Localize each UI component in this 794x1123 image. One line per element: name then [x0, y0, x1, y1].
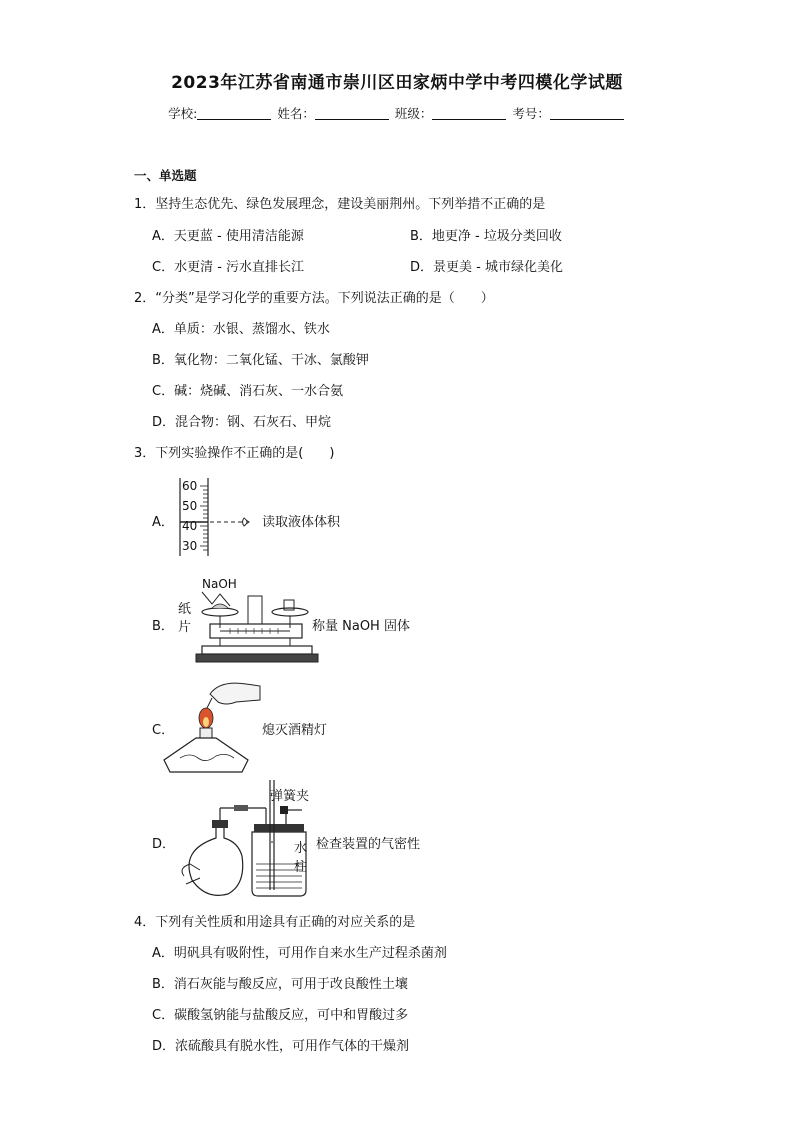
water-column-label-2: 柱	[294, 860, 308, 875]
school-blank[interactable]	[197, 107, 271, 120]
field-id-label: 考号：	[512, 106, 550, 121]
paper-label-1: 纸	[178, 602, 192, 617]
question-2-stem: 2．“分类”是学习化学的重要方法。下列说法正确的是（ ）	[134, 291, 494, 306]
q3-option-d-letter[interactable]: D．	[152, 837, 176, 852]
question-3-stem: 3．下列实验操作不正确的是( )	[134, 446, 335, 461]
field-school-label: 学校:	[168, 106, 198, 121]
question-1-stem: 1．坚持生态优先、绿色发展理念，建设美丽荆州。下列举措不正确的是	[134, 197, 546, 212]
q4-option-d[interactable]: D．浓硫酸具有脱水性，可用作气体的干燥剂	[152, 1039, 410, 1054]
student-info-line	[0, 104, 794, 122]
paper-label-2: 片	[178, 620, 192, 635]
q2-option-c[interactable]: C．碱：烧碱、消石灰、一水合氨	[152, 384, 344, 399]
question-4-stem: 4．下列有关性质和用途具有正确的对应关系的是	[134, 915, 416, 930]
exam-title: 2023年江苏省南通市崇川区田家炳中学中考四模化学试题	[171, 73, 623, 93]
naoh-label: NaOH	[202, 577, 237, 591]
q3-option-c-caption: 熄灭酒精灯	[262, 723, 328, 738]
cylinder-tick-60: 60	[182, 479, 198, 493]
q4-option-c[interactable]: C．碳酸氢钠能与盐酸反应，可中和胃酸过多	[152, 1008, 409, 1023]
q3-option-b-caption: 称量 NaOH 固体	[312, 619, 410, 634]
field-name-label: 姓名：	[277, 106, 315, 121]
water-column-label-1: 水	[294, 841, 308, 856]
spring-clamp-label: 弹簧夹	[270, 789, 310, 804]
q3-option-d-caption: 检查装置的气密性	[316, 837, 421, 852]
cylinder-tick-30: 30	[182, 539, 198, 553]
q2-option-a[interactable]: A．单质：水银、蒸馏水、铁水	[152, 322, 330, 337]
section-heading: 一、单选题	[134, 168, 197, 183]
cylinder-tick-50: 50	[182, 499, 198, 513]
q3-option-a-caption: 读取液体体积	[262, 515, 341, 530]
alcohol-lamp-figure	[176, 676, 266, 776]
q1-option-c[interactable]: C．水更清 - 污水直排长江	[152, 260, 305, 275]
q1-option-b[interactable]: B．地更净 - 垃圾分类回收	[410, 229, 562, 244]
q4-option-b[interactable]: B．消石灰能与酸反应，可用于改良酸性土壤	[152, 977, 408, 992]
q2-option-d[interactable]: D．混合物：钢、石灰石、甲烷	[152, 415, 332, 430]
name-blank[interactable]	[315, 107, 389, 120]
q1-option-d[interactable]: D．景更美 - 城市绿化美化	[410, 260, 563, 275]
id-blank[interactable]	[550, 107, 624, 120]
q3-option-c-letter[interactable]: C．	[152, 723, 175, 738]
q1-option-a[interactable]: A．天更蓝 - 使用清洁能源	[152, 229, 304, 244]
balance-figure	[190, 590, 310, 665]
field-class-label: 班级：	[394, 106, 433, 121]
q4-option-a[interactable]: A．明矾具有吸附性，可用作自来水生产过程杀菌剂	[152, 946, 447, 961]
q2-option-b[interactable]: B．氧化物：二氧化锰、干冰、氯酸钾	[152, 353, 369, 368]
q3-option-a-letter[interactable]: A．	[152, 515, 174, 530]
q3-option-b-letter[interactable]: B．	[152, 619, 174, 634]
cylinder-tick-40: 40	[182, 519, 198, 533]
class-blank[interactable]	[432, 107, 506, 120]
